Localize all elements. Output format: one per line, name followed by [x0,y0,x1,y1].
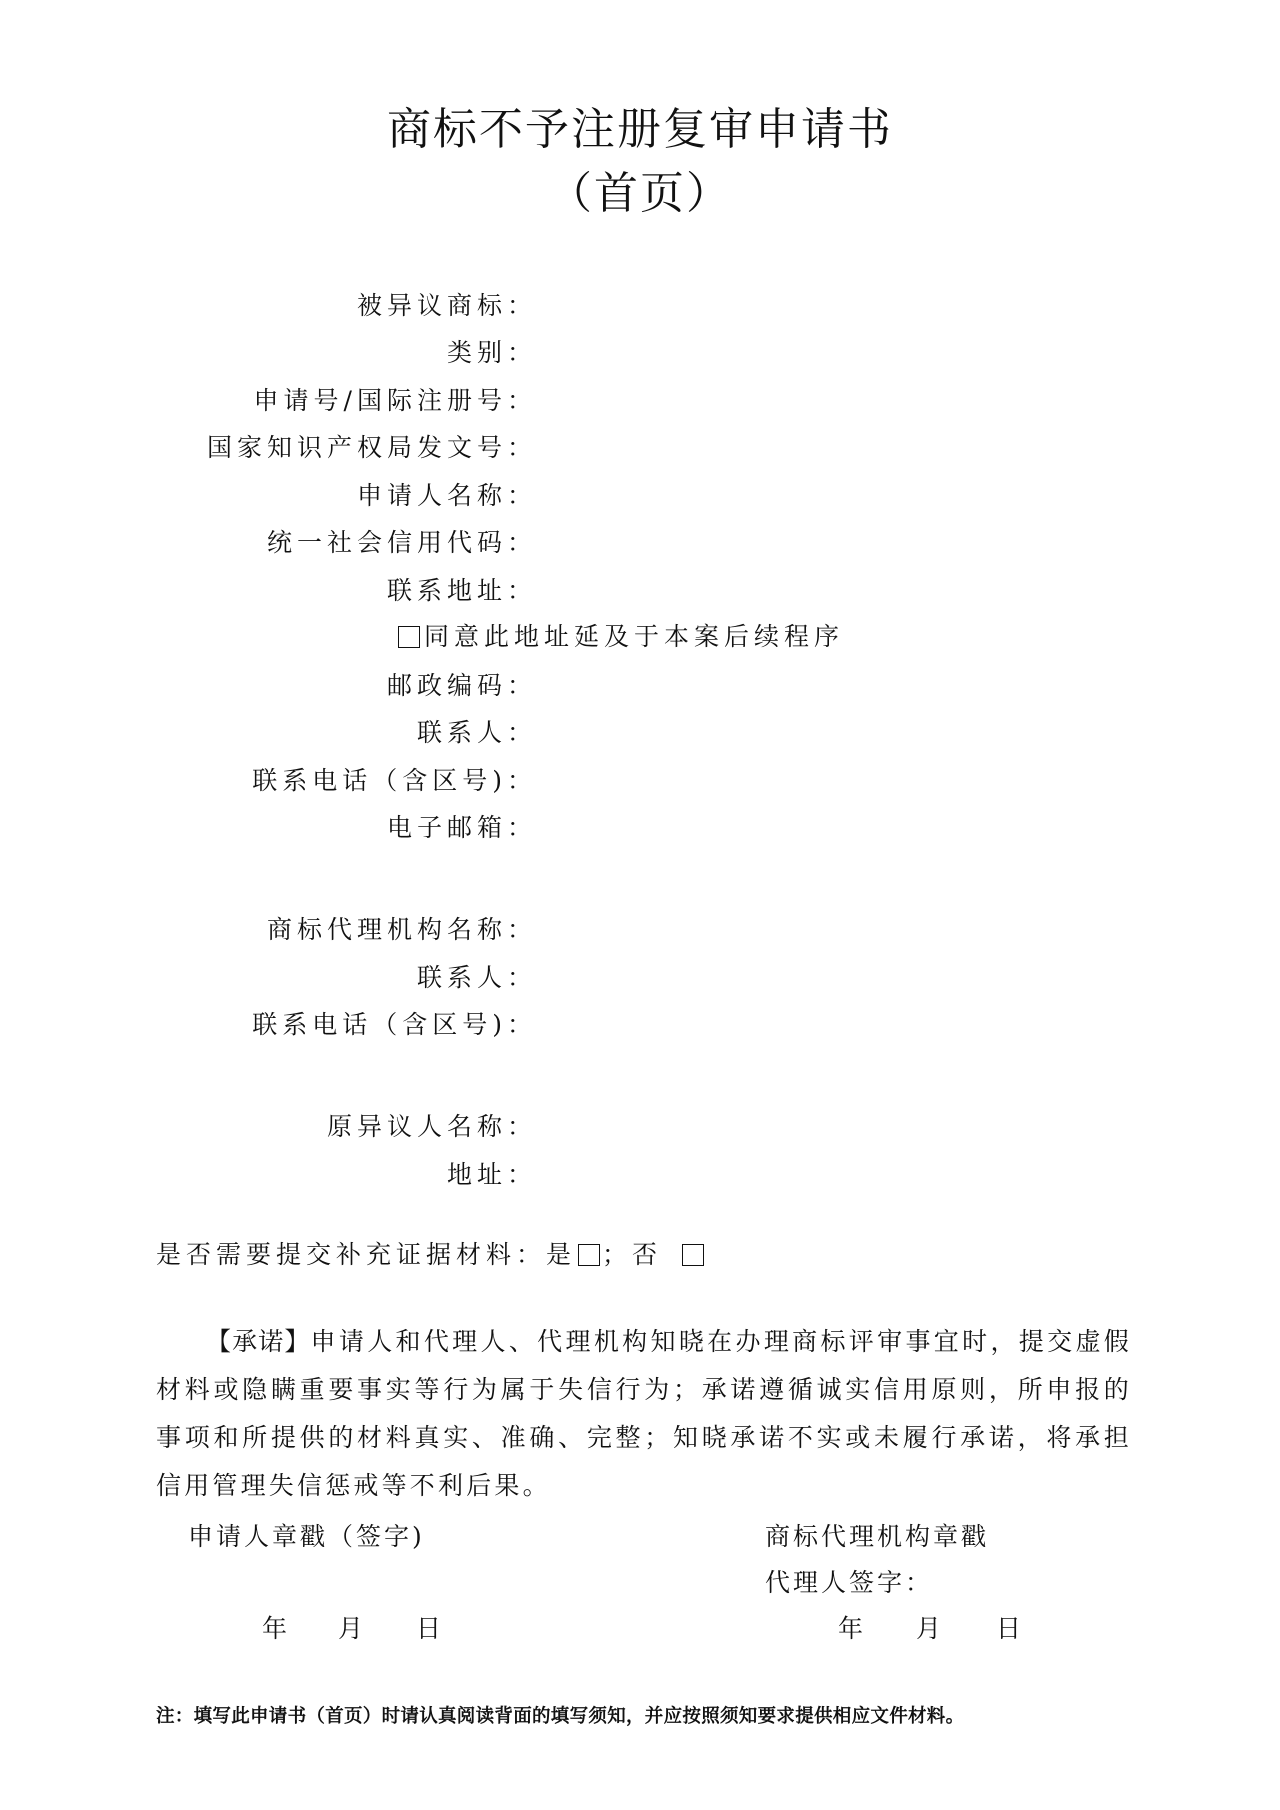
applicant-seal-signature-label: 申请人章戳（签字) [188,1522,425,1551]
field-contact-address[interactable]: 联系地址： [386,576,532,605]
field-label: 联系电话（含区号) [252,766,507,795]
evidence-separator: ； [602,1240,633,1269]
pledge-paragraph [156,1318,1132,1510]
field-label: 联系地址 [386,576,507,605]
field-label: 统一社会信用代码 [266,528,507,557]
field-email[interactable]: 电子邮箱： [386,813,532,842]
applicant-signature-date [262,1614,441,1644]
field-opponent-name[interactable]: 原异议人名称： [326,1112,532,1141]
field-class[interactable]: 类别： [446,338,532,367]
agent-signature-label: 代理人签字： [765,1568,934,1597]
address-consent-label: 同意此地址延及于本案后续程序 [424,622,845,651]
evidence-yes-label: 是 [546,1240,577,1269]
field-label: 商标代理机构名称 [266,915,507,944]
date-year-label: 年 [838,1614,864,1643]
field-opposed-trademark[interactable]: 被异议商标： [356,291,532,320]
field-cnipa-document-number[interactable]: 国家知识产权局发文号： [206,433,532,462]
document-subtitle: （首页） [548,168,732,219]
field-label: 联系人 [416,718,507,747]
field-opponent-address[interactable]: 地址： [446,1160,532,1189]
supplementary-evidence-question [156,1240,706,1270]
field-label: 被异议商标 [356,291,507,320]
field-application-number[interactable]: 申请号/国际注册号： [253,386,532,415]
field-label: 联系人 [416,963,507,992]
field-applicant-name[interactable]: 申请人名称： [356,481,532,510]
address-consent-checkbox[interactable] [398,626,420,648]
field-label: 联系电话（含区号) [252,1010,507,1039]
field-label: 申请人名称 [356,481,507,510]
field-label: 国家知识产权局发文号 [206,433,507,462]
field-credit-code[interactable]: 统一社会信用代码： [266,528,532,557]
field-label: 申请号/国际注册号 [253,386,507,415]
field-label: 电子邮箱 [386,813,507,842]
date-month-label: 月 [338,1614,364,1643]
date-day-label: 日 [416,1614,442,1643]
agency-seal-label: 商标代理机构章戳 [765,1522,990,1551]
field-agency-name[interactable]: 商标代理机构名称： [266,915,532,944]
field-contact-phone[interactable]: 联系电话（含区号)： [252,766,532,795]
evidence-question-label: 是否需要提交补充证据材料： [156,1240,547,1269]
field-label: 地址 [446,1160,507,1189]
document-title: 商标不予注册复审申请书 [387,104,893,155]
field-label: 邮政编码 [386,671,507,700]
field-label: 原异议人名称 [326,1112,507,1141]
field-postal-code[interactable]: 邮政编码： [386,671,532,700]
address-consent-option[interactable] [398,622,844,652]
evidence-no-label: 否 [632,1240,663,1269]
field-contact-person[interactable]: 联系人： [416,718,532,747]
field-label: 类别 [446,338,507,367]
evidence-no-checkbox[interactable] [682,1244,704,1266]
pledge-heading: 【承诺】 [206,1327,311,1356]
date-month-label: 月 [916,1614,942,1643]
pledge-text: 申请人和代理人、代理机构知晓在办理商标评审事宜时，提交虚假材料或隐瞒重要事实等行为属于失信行为；承诺遵循诚实信用原则，所申报的事项和所提供的材料真实、准确、完整；知晓承诺不实或未履行承诺，将承担信用管理失信惩戒等不利后果。 [156,1327,1132,1500]
agency-signature-date [838,1614,1021,1644]
date-day-label: 日 [996,1614,1022,1643]
field-agency-phone[interactable]: 联系电话（含区号)： [252,1010,532,1039]
date-year-label: 年 [262,1614,288,1643]
field-agency-contact[interactable]: 联系人： [416,963,532,992]
evidence-yes-checkbox[interactable] [578,1244,600,1266]
footer-note: 注：填写此申请书（首页）时请认真阅读背面的填写须知，并应按照须知要求提供相应文件材料。 [156,1706,965,1727]
